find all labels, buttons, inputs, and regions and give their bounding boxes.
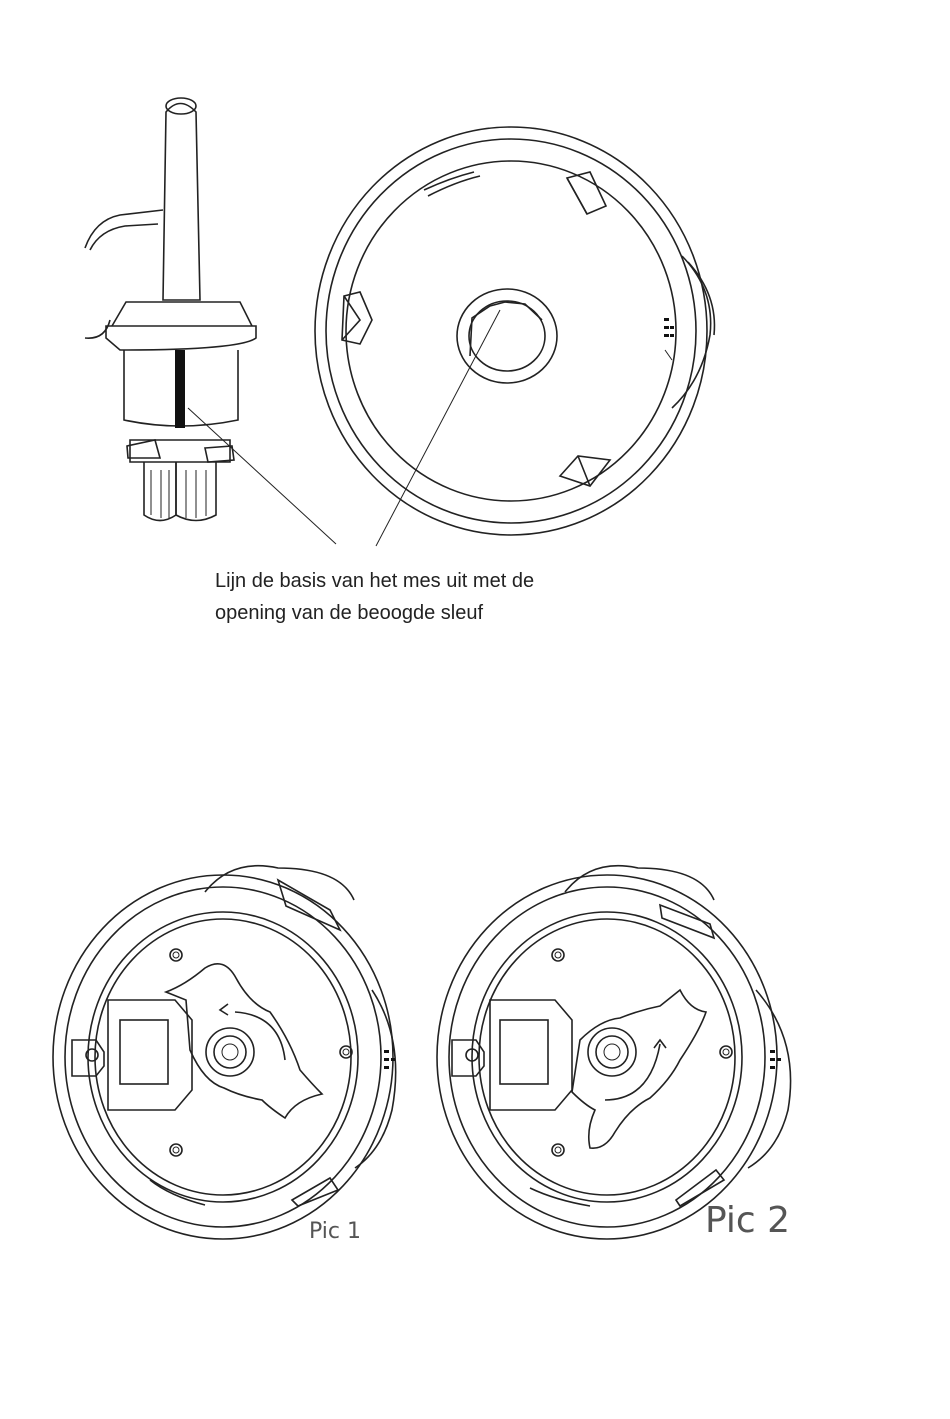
instruction-caption bbox=[215, 565, 534, 629]
lid-pic1-drawing bbox=[53, 866, 396, 1239]
lid-pic2-drawing bbox=[437, 866, 791, 1239]
bowl-top-view-drawing bbox=[315, 127, 714, 535]
pic1-label: Pic 1 bbox=[309, 1219, 361, 1244]
pic2-label: Pic 2 bbox=[705, 1200, 791, 1241]
instruction-line-2: opening van de beoogde sleuf bbox=[215, 602, 484, 624]
pointer-lines bbox=[188, 310, 500, 546]
instruction-line-1: Lijn de basis van het mes uit met de bbox=[215, 570, 535, 592]
blade-unit-drawing bbox=[85, 98, 256, 521]
